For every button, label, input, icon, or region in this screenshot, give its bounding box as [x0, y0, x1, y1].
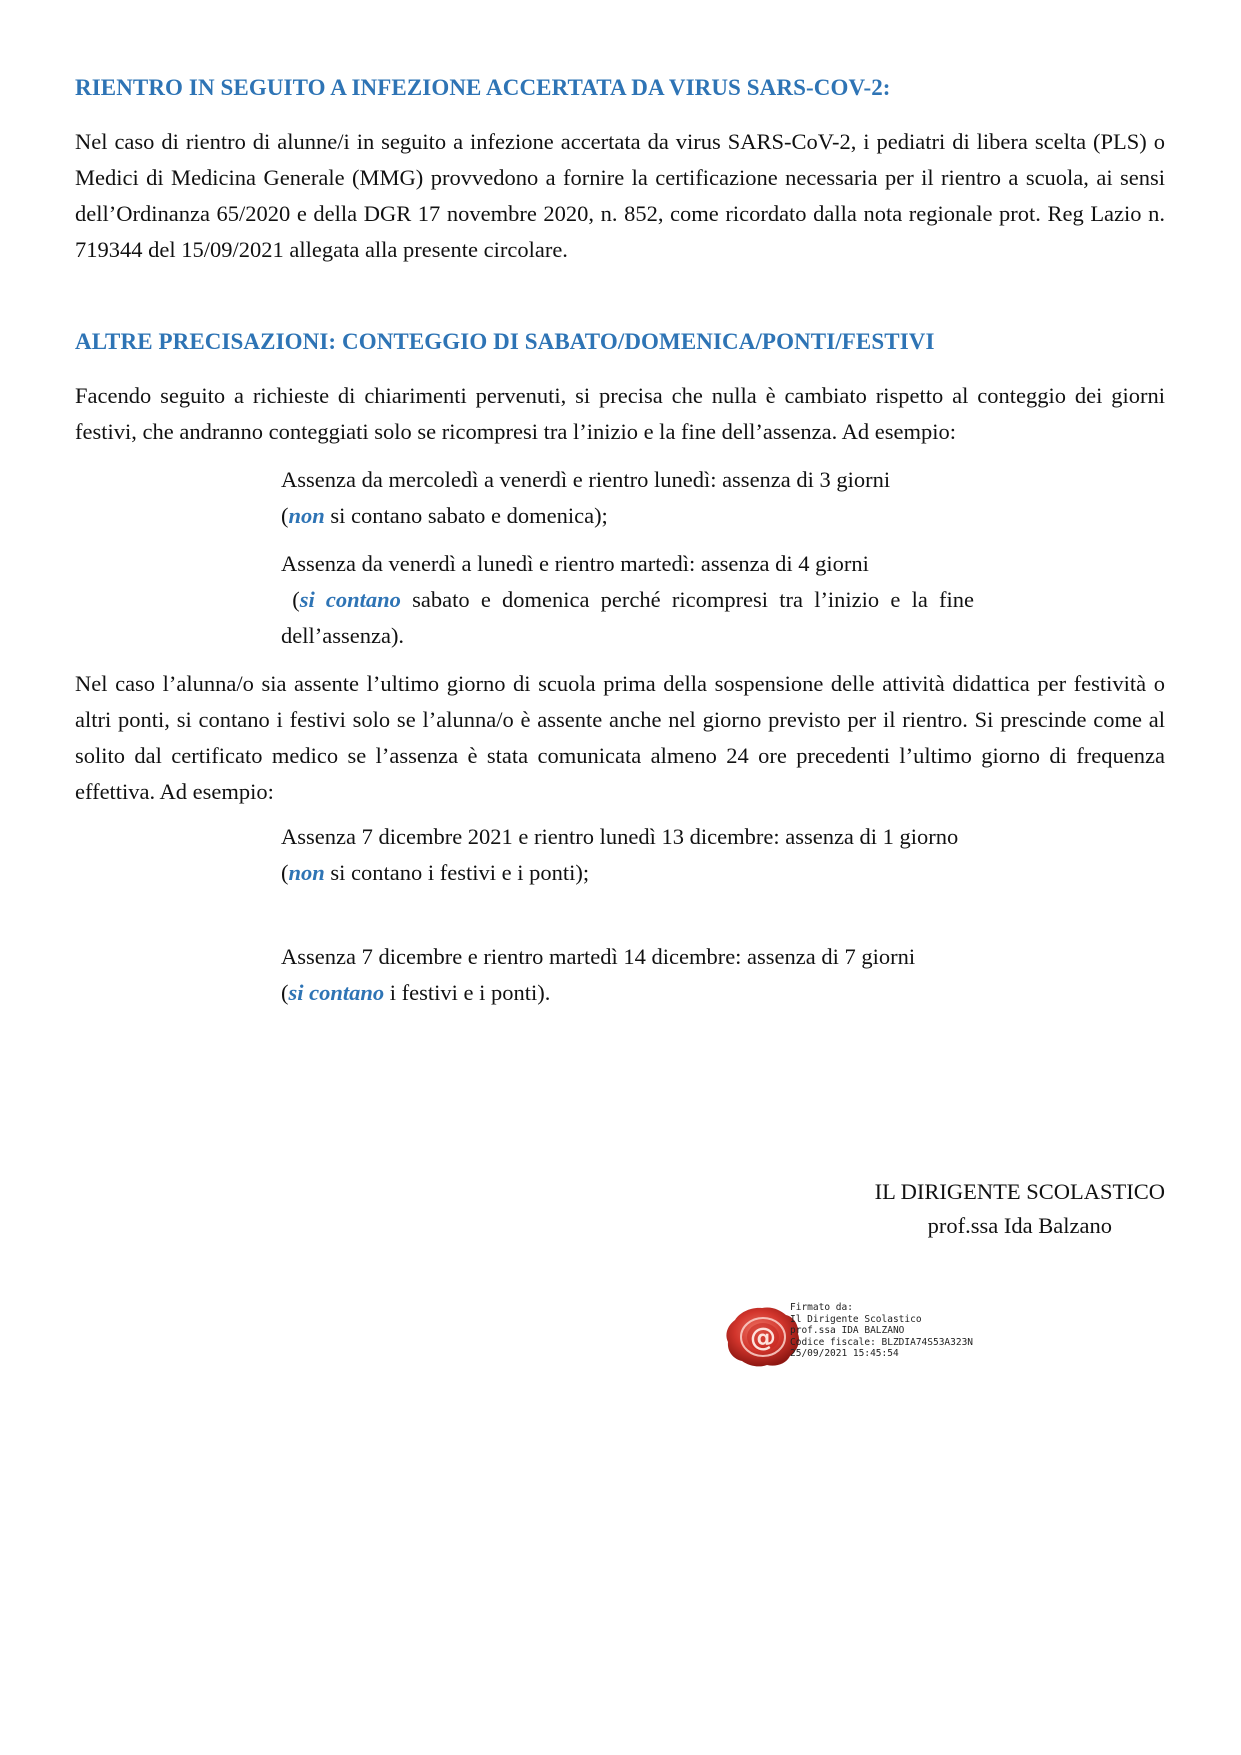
example-line: Assenza da mercoledì a venerdì e rientro lunedì: assenza di 3 giorni	[281, 467, 891, 492]
emphasis-non: non	[288, 503, 325, 528]
signature-role: IL DIRIGENTE SCOLASTICO	[874, 1179, 1165, 1204]
example-note: (non si contano i festivi e i ponti);	[281, 860, 590, 885]
example-line: Assenza da venerdì a lunedì e rientro martedì: assenza di 4 giorni	[281, 551, 869, 576]
example-line: Assenza 7 dicembre 2021 e rientro lunedì 13 dicembre: assenza di 1 giorno	[281, 824, 959, 849]
paragraph-rientro: Nel caso di rientro di alunne/i in seguito a infezione accertata da virus SARS-CoV-2, i pediatri di libera scelta (PLS) o Medici di Medicina Generale (MMG) provvedono a fornire la certificazione necessaria per il rientro a scuola, ai sensi dell’Ordinanza 65/2020 e della DGR 17 novembre 2020, n. 852, come ricordato dalla nota regionale prot. Reg Lazio n. 719344 del 15/09/2021 allegata alla presente circolare.	[75, 129, 1165, 262]
svg-text:@: @	[750, 1323, 776, 1353]
digital-signature-text: Firmato da: Il Dirigente Scolastico prof.ssa IDA BALZANO Codice fiscale: BLZDIA74S53A323N 25/09/2021 15:45:54	[790, 1302, 974, 1359]
paragraph-conteggio: Facendo seguito a richieste di chiarimenti pervenuti, si precisa che nulla è cambiato rispetto al conteggio dei giorni festivi, che andranno conteggiati solo se ricompresi tra l’inizio e la fine dell’assenza. Ad esempio:	[75, 383, 1165, 444]
emphasis-si-contano: si contano	[288, 980, 385, 1005]
example-weekend-excluded	[281, 462, 974, 534]
signature-block	[875, 1175, 1165, 1243]
signature-name: prof.ssa Ida Balzano	[927, 1213, 1112, 1238]
paragraph-festivita: Nel caso l’alunna/o sia assente l’ultimo giorno di scuola prima della sospensione delle attività didattica per festività o altri ponti, si contano i festivi solo se l’alunna/o è assente anche nel giorno previsto per il rientro. Si prescinde come al solito dal certificato medico se l’assenza è stata comunicata almeno 24 ore precedenti l’ultimo giorno di frequenza effettiva. Ad esempio:	[75, 671, 1165, 804]
example-holidays-included	[281, 939, 974, 1011]
emphasis-si-contano: si contano	[299, 587, 401, 612]
section-heading-precisazioni: ALTRE PRECISAZIONI: CONTEGGIO DI SABATO/DOMENICA/PONTI/FESTIVI	[75, 329, 935, 354]
emphasis-non: non	[288, 860, 325, 885]
example-weekend-included	[281, 546, 974, 654]
example-line: Assenza 7 dicembre e rientro martedì 14 dicembre: assenza di 7 giorni	[281, 944, 916, 969]
section-heading-rientro: RIENTRO IN SEGUITO A INFEZIONE ACCERTATA DA VIRUS SARS-COV-2:	[75, 75, 891, 100]
example-note: (si contano sabato e domenica perché ricompresi tra l’inizio e la fine dell’assenza).	[281, 587, 974, 648]
example-note: (si contano i festivi e i ponti).	[281, 980, 551, 1005]
example-holidays-excluded	[281, 819, 974, 891]
example-note: (non si contano sabato e domenica);	[281, 503, 608, 528]
